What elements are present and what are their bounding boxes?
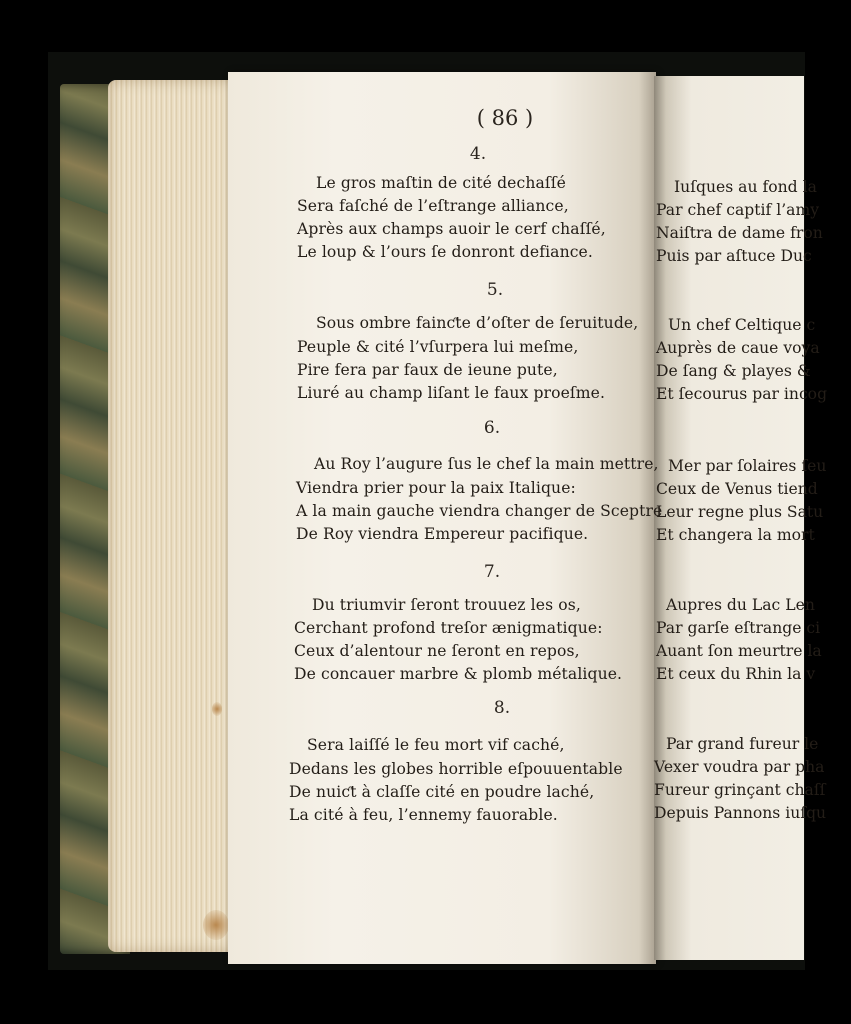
verse-line: Au Roy l’augure ſus le chef la main mettre,	[314, 455, 659, 473]
right-line: Et changera la mort	[656, 526, 815, 544]
verse-line: Pire fera par faux de ieune pute,	[297, 361, 558, 379]
right-line: Puis par aſtuce Duc	[656, 247, 812, 265]
verse-line: Sera laiſſé le feu mort vif caché,	[307, 736, 565, 754]
right-line: Vexer voudra par pha	[654, 758, 825, 776]
verse-line: Cerchant profond treſor ænigmatique:	[294, 619, 603, 637]
verse-line: Viendra prier pour la paix Italique:	[296, 479, 576, 497]
verse-line: Le loup & l’ours ſe donront defiance.	[297, 243, 593, 261]
verse-line: Sera faſché de l’eſtrange alliance,	[297, 197, 569, 215]
right-line: Aupres du Lac Len	[666, 596, 815, 614]
foxing-spot	[203, 910, 229, 940]
verse-line: La cité à feu, l’ennemy fauorable.	[289, 806, 558, 824]
stanza-number: 8.	[493, 698, 511, 718]
right-line: Un chef Celtique c	[668, 316, 816, 334]
stanza-number: 7.	[483, 562, 501, 582]
right-line: Mer par ſolaires ſeu	[668, 457, 827, 475]
right-line: Et ſecourus par incog	[656, 385, 828, 403]
right-line: Par chef captif l’amy	[656, 201, 820, 219]
verse-line: De Roy viendra Empereur pacifique.	[296, 525, 589, 543]
right-line: Auprès de caue voya	[656, 339, 820, 357]
verse-line: Ceux d’alentour ne ſeront en repos,	[294, 642, 580, 660]
right-page	[654, 76, 828, 960]
right-line: Par garſe eſtrange ci	[656, 619, 821, 637]
stanza-number: 5.	[486, 280, 504, 300]
right-line: Iuſques au fond la	[674, 178, 817, 196]
verse-line: Le gros maſtin de cité dechaſſé	[316, 174, 566, 192]
right-line: Fureur grinçant chaſſ	[654, 781, 826, 799]
stanza-number: 6.	[483, 418, 501, 438]
right-line: Depuis Pannons iuſqu	[654, 804, 827, 822]
verse-line: Peuple & cité l’vſurpera lui meſme,	[297, 338, 579, 356]
right-line: Et ceux du Rhin la v	[656, 665, 816, 683]
stanza-number: 4.	[469, 144, 487, 164]
verse-line: Du triumvir ſeront trouuez les os,	[312, 596, 581, 614]
verse-line: De nuiƈt à claſſe cité en poudre laché,	[289, 783, 595, 801]
page-number: ( 86 )	[476, 106, 534, 130]
verse-line: Dedans les globes horrible eſpouuentable	[289, 760, 623, 778]
right-line: Naiſtra de dame fron	[656, 224, 823, 242]
verse-line: Liuré au champ liſant le faux proeſme.	[297, 384, 606, 402]
right-line: De ſang & playes &	[656, 362, 811, 380]
right-line: Par grand fureur le	[666, 735, 819, 753]
verse-line: A la main gauche viendra changer de Sceptre	[296, 502, 663, 520]
right-line: Auant ſon meurtre la	[656, 642, 822, 660]
verse-line: Après aux champs auoir le cerf chaſſé,	[297, 220, 606, 238]
verse-line: Sous ombre fainƈte d’oſter de ſeruitude,	[316, 314, 639, 332]
page-edges	[108, 80, 238, 952]
right-line: Leur regne plus Satu	[656, 503, 824, 521]
right-line: Ceux de Venus tiend	[656, 480, 818, 498]
foxing-spot	[212, 702, 222, 716]
verse-line: De concauer marbre & plomb métalique.	[294, 665, 623, 683]
